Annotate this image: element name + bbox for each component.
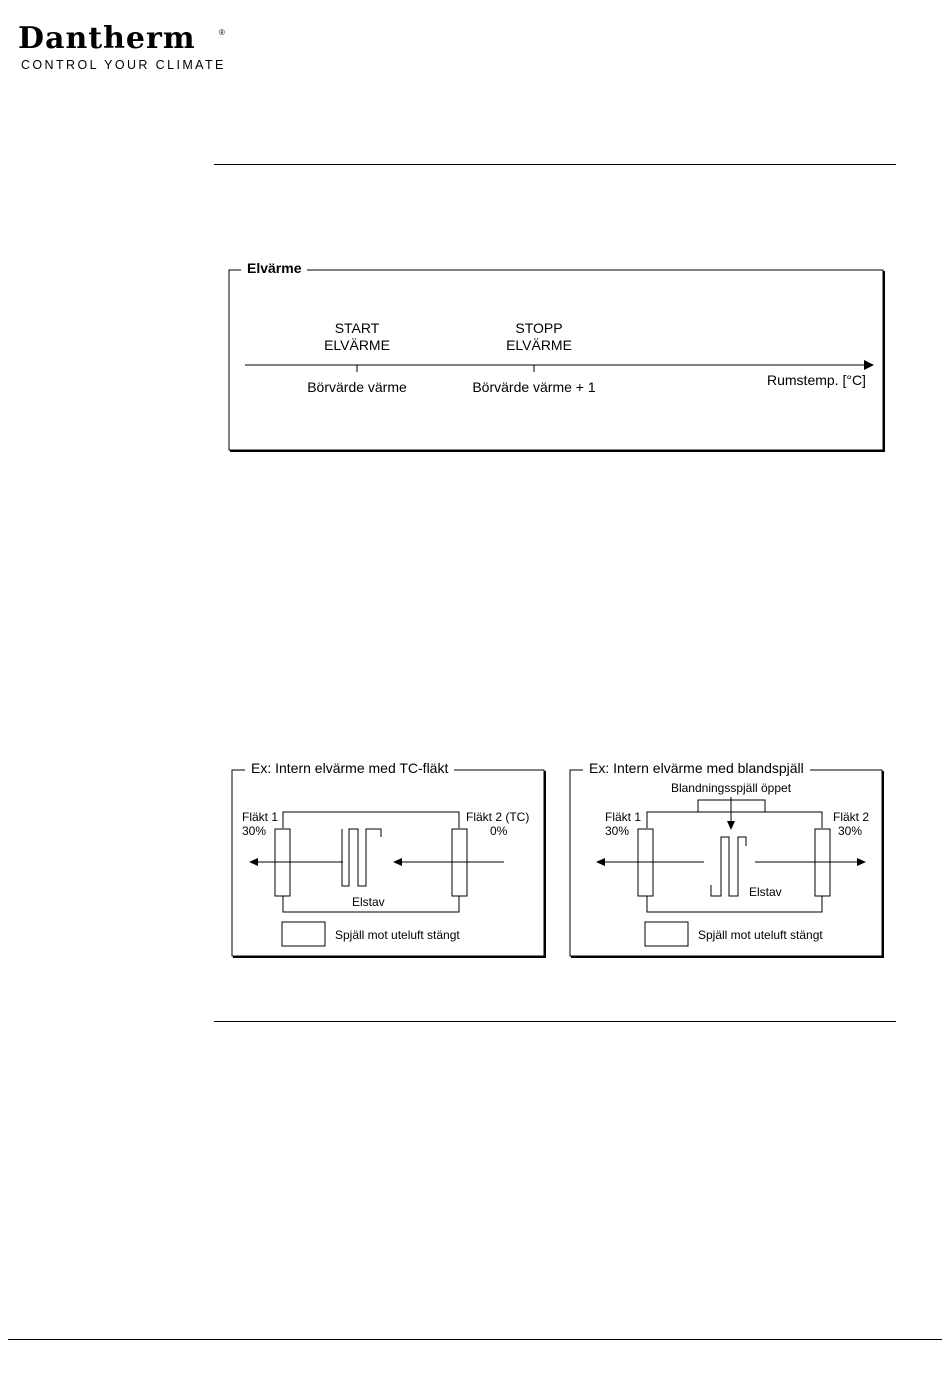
elvarme-title: Elvärme: [241, 260, 307, 277]
example2-fan2-percent: 30%: [838, 824, 863, 838]
logo-wordmark: Dantherm: [18, 21, 196, 56]
example1-fan2-label: Fläkt 2 (TC): [466, 810, 530, 824]
example2-mix-label: Blandningsspjäll öppet: [670, 781, 792, 795]
example2-fan1-label: Fläkt 1: [605, 810, 642, 824]
example1-fan2-percent: 0%: [490, 824, 508, 838]
example1-title: Ex: Intern elvärme med TC-fläkt: [245, 760, 454, 777]
example2-title: Ex: Intern elvärme med blandspjäll: [583, 760, 810, 777]
stop-label-line2: ELVÄRME: [506, 337, 572, 353]
tick2-label: Börvärde värme + 1: [472, 379, 596, 395]
stop-label-line1: STOPP: [515, 320, 563, 336]
example2-fan2-label: Fläkt 2: [833, 810, 870, 824]
example2-damper-label: Spjäll mot uteluft stängt: [698, 928, 823, 942]
logo-tagline: CONTROL YOUR CLIMATE: [21, 58, 226, 72]
example1-fan1-label: Fläkt 1: [242, 810, 279, 824]
example2-heater-label: Elstav: [749, 885, 782, 899]
example1-heater-label: Elstav: [352, 895, 385, 909]
tick1-label: Börvärde värme: [307, 379, 407, 395]
start-label-line2: ELVÄRME: [324, 337, 390, 353]
example1-damper-label: Spjäll mot uteluft stängt: [335, 928, 460, 942]
axis-label: Rumstemp. [°C]: [767, 372, 866, 388]
example2-fan1-percent: 30%: [605, 824, 630, 838]
start-label-line1: START: [334, 320, 380, 336]
example1-fan1-percent: 30%: [242, 824, 267, 838]
logo-registered-mark: ®: [219, 28, 225, 37]
